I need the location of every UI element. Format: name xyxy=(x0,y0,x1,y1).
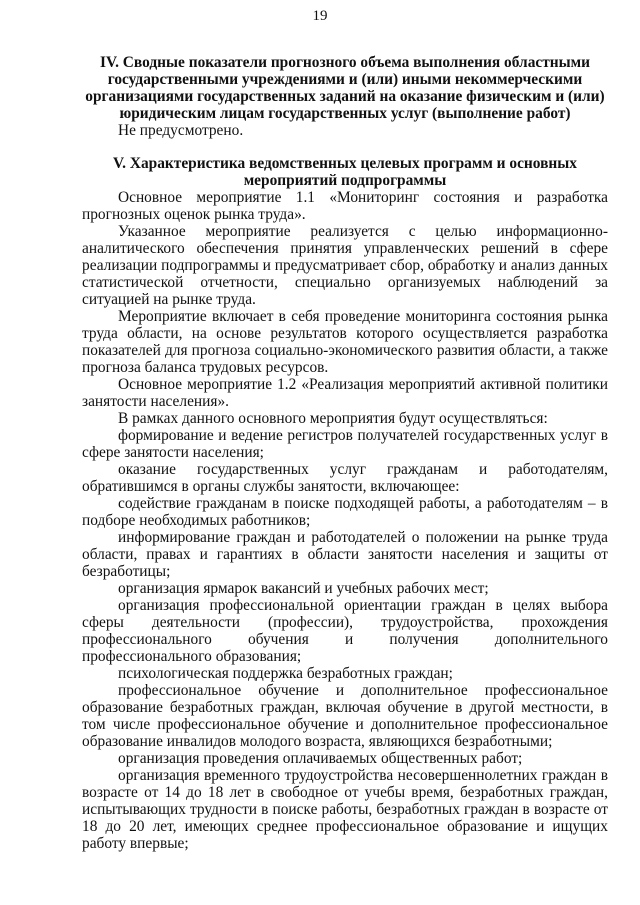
section-4-note: Не предусмотрено. xyxy=(118,122,244,139)
page-content xyxy=(82,54,608,852)
list-item: содействие гражданам в поиске подходящей работы, а работодателям – в подборе необходимых работников; xyxy=(82,495,608,529)
section-gap xyxy=(82,139,608,155)
paragraph: Основное мероприятие 1.1 «Мониторинг состояния и разработка прогнозных оценок рынка труда». xyxy=(82,189,608,223)
section-4-heading: IV. Сводные показатели прогнозного объема выполнения областными государственными учреждениями и (или) иными некоммерческими организациями государственных заданий на оказание физическим и (или) юридическим лицам государственных услуг (выполнение работ) xyxy=(85,54,605,122)
section-5-heading: V. Характеристика ведомственных целевых программ и основных мероприятий подпрограммы xyxy=(113,155,577,189)
list-item: профессиональное обучение и дополнительное профессиональное образование безработных граждан, включая обучение в другой местности, в том числе профессиональное обучение и дополнительное профессиональное образование инвалидов молодого возраста, являющихся безработными; xyxy=(82,682,608,750)
list-item: организация проведения оплачиваемых общественных работ; xyxy=(118,750,523,767)
paragraph: Мероприятие включает в себя проведение мониторинга состояния рынка труда области, на основе результатов которого осуществляется разработка показателей для прогноза социально-экономического развития области, а также прогноза баланса трудовых ресурсов. xyxy=(82,308,608,376)
list-item: организация ярмарок вакансий и учебных рабочих мест; xyxy=(118,580,489,597)
paragraph: Основное мероприятие 1.2 «Реализация мероприятий активной политики занятости населения». xyxy=(82,376,608,410)
list-item: оказание государственных услуг гражданам и работодателям, обратившимся в органы службы занятости, включающее: xyxy=(82,461,608,495)
paragraph: В рамках данного основного мероприятия будут осуществляться: xyxy=(118,410,548,427)
list-item: формирование и ведение регистров получателей государственных услуг в сфере занятости населения; xyxy=(82,427,608,461)
list-item: организация временного трудоустройства несовершеннолетних граждан в возрасте от 14 до 18 лет в свободное от учебы время, безработных граждан, испытывающих трудности в поиске работы, безработных граждан в возрасте от 18 до 20 лет, имеющих среднее профессиональное образование и ищущих работу впервые; xyxy=(82,767,608,852)
list-item: информирование граждан и работодателей о положении на рынке труда области, правах и гарантиях в области занятости населения и защиты от безработицы; xyxy=(82,529,608,580)
page-number: 19 xyxy=(312,8,328,24)
list-item: психологическая поддержка безработных граждан; xyxy=(118,665,453,682)
list-item: организация профессиональной ориентации граждан в целях выбора сферы деятельности (профессии), трудоустройства, прохождения профессионального обучения и получения дополнительного профессионального образования; xyxy=(82,597,608,665)
paragraph: Указанное мероприятие реализуется с целью информационно-аналитического обеспечения принятия управленческих решений в сфере реализации подпрограммы и предусматривает сбор, обработку и анализ данных статистической отчетности, специально организуемых наблюдений за ситуацией на рынке труда. xyxy=(82,223,608,308)
